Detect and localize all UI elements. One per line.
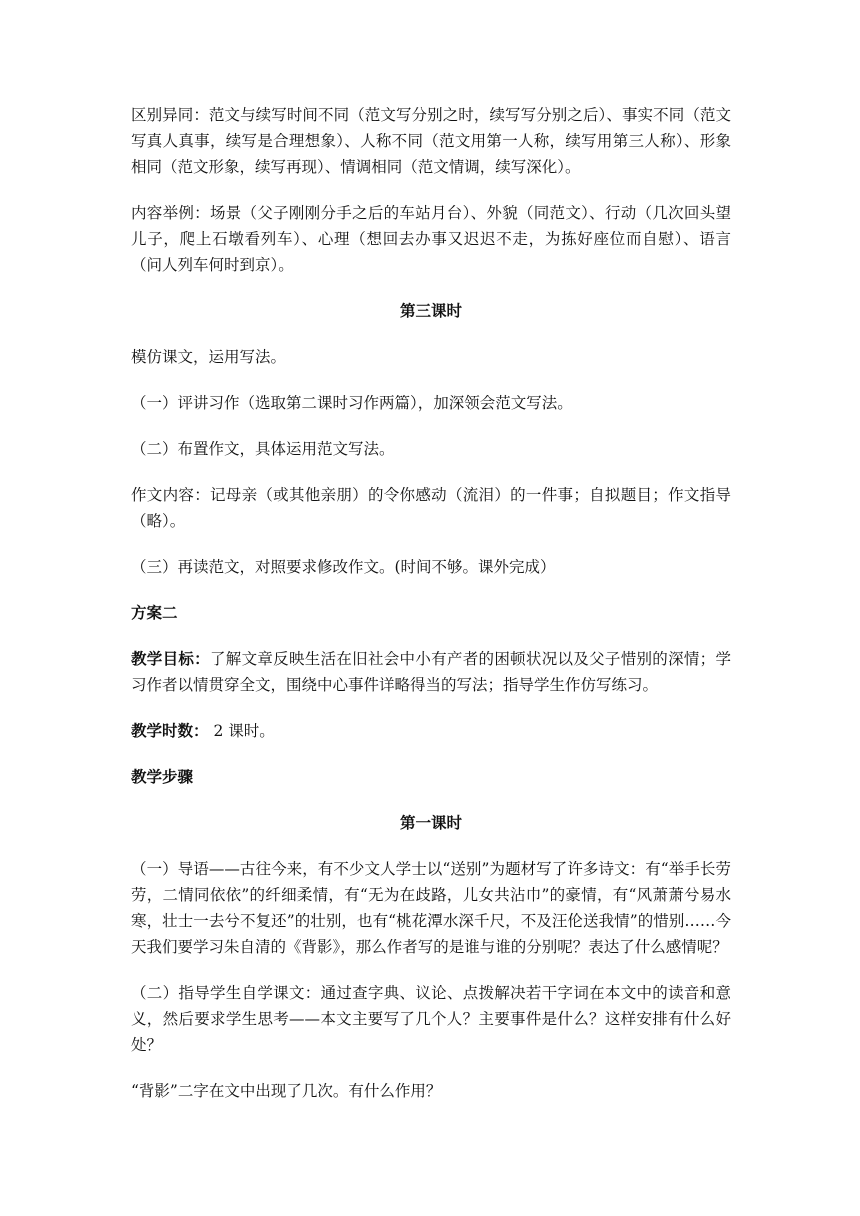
heading-plan-two: 方案二 — [131, 604, 178, 622]
paragraph-step-three: （三）再读范文，对照要求修改作文。(时间不够。课外完成） — [131, 558, 556, 576]
paragraph-self-study: （二）指导学生自学课文：通过查字典、议论、点拨解决若干字词在本文中的读音和意义，然后要求学生思考——本文主要写了几个人？主要事件是什么？这样安排有什么好处？ — [131, 984, 731, 1054]
goal-label: 教学目标： — [131, 650, 210, 668]
paragraph-essay-content: 作文内容：记母亲（或其他亲朋）的令你感动（流泪）的一件事；自拟题目；作文指导（略）。 — [131, 486, 731, 530]
paragraph-step-one: （一）评讲习作（选取第二课时习作两篇），加深领会范文写法。 — [131, 394, 573, 412]
hours-text: 2 课时。 — [208, 722, 275, 740]
paragraph-back-view-question: “背影”二字在文中出现了几次。有什么作用？ — [131, 1082, 442, 1100]
heading-teaching-steps: 教学步骤 — [131, 768, 194, 786]
paragraph-content-examples: 内容举例：场景（父子刚刚分手之后的车站月台）、外貌（同范文）、行动（几次回头望儿子，爬上石墩看列车）、心理（想回去办事又迟迟不走，为拣好座位而自慰）、语言（问人列车何时到京）。 — [131, 204, 731, 274]
paragraph-introduction: （一）导语——古往今来，有不少文人学士以“送别”为题材写了许多诗文：有“举手长劳劳，二情同依依”的纤细柔情，有“无为在歧路，儿女共沾巾”的豪情，有“风萧萧兮易水寒，壮士一去兮不复还”的壮别，也有“桃花潭水深千尺，不及汪伦送我情”的惜别……今天我们要学习朱自清的《背影》，那么作者写的是谁与谁的分别呢？表达了什么感情呢？ — [131, 860, 731, 956]
hours-label: 教学时数： — [131, 722, 209, 740]
paragraph-step-two: （二）布置作文，具体运用范文写法。 — [131, 440, 395, 458]
paragraph-imitate: 模仿课文，运用写法。 — [131, 348, 287, 366]
heading-lesson-one: 第一课时 — [399, 814, 462, 832]
paragraph-differences: 区别异同：范文与续写时间不同（范文写分别之时，续写写分别之后）、事实不同（范文写真人真事，续写是合理想象）、人称不同（范文用第一人称，续写用第三人称）、形象相同（范文形象，续写再现）、情调相同（范文情调，续写深化）。 — [131, 106, 731, 176]
goal-text: 了解文章反映生活在旧社会中小有产者的困顿状况以及父子惜别的深情；学习作者以情贯穿全文，围绕中心事件详略得当的写法；指导学生作仿写练习。 — [131, 650, 731, 694]
paragraph-teaching-hours — [131, 718, 731, 744]
document-page — [131, 102, 731, 1124]
heading-lesson-three: 第三课时 — [399, 302, 462, 320]
paragraph-teaching-goal — [131, 646, 731, 698]
